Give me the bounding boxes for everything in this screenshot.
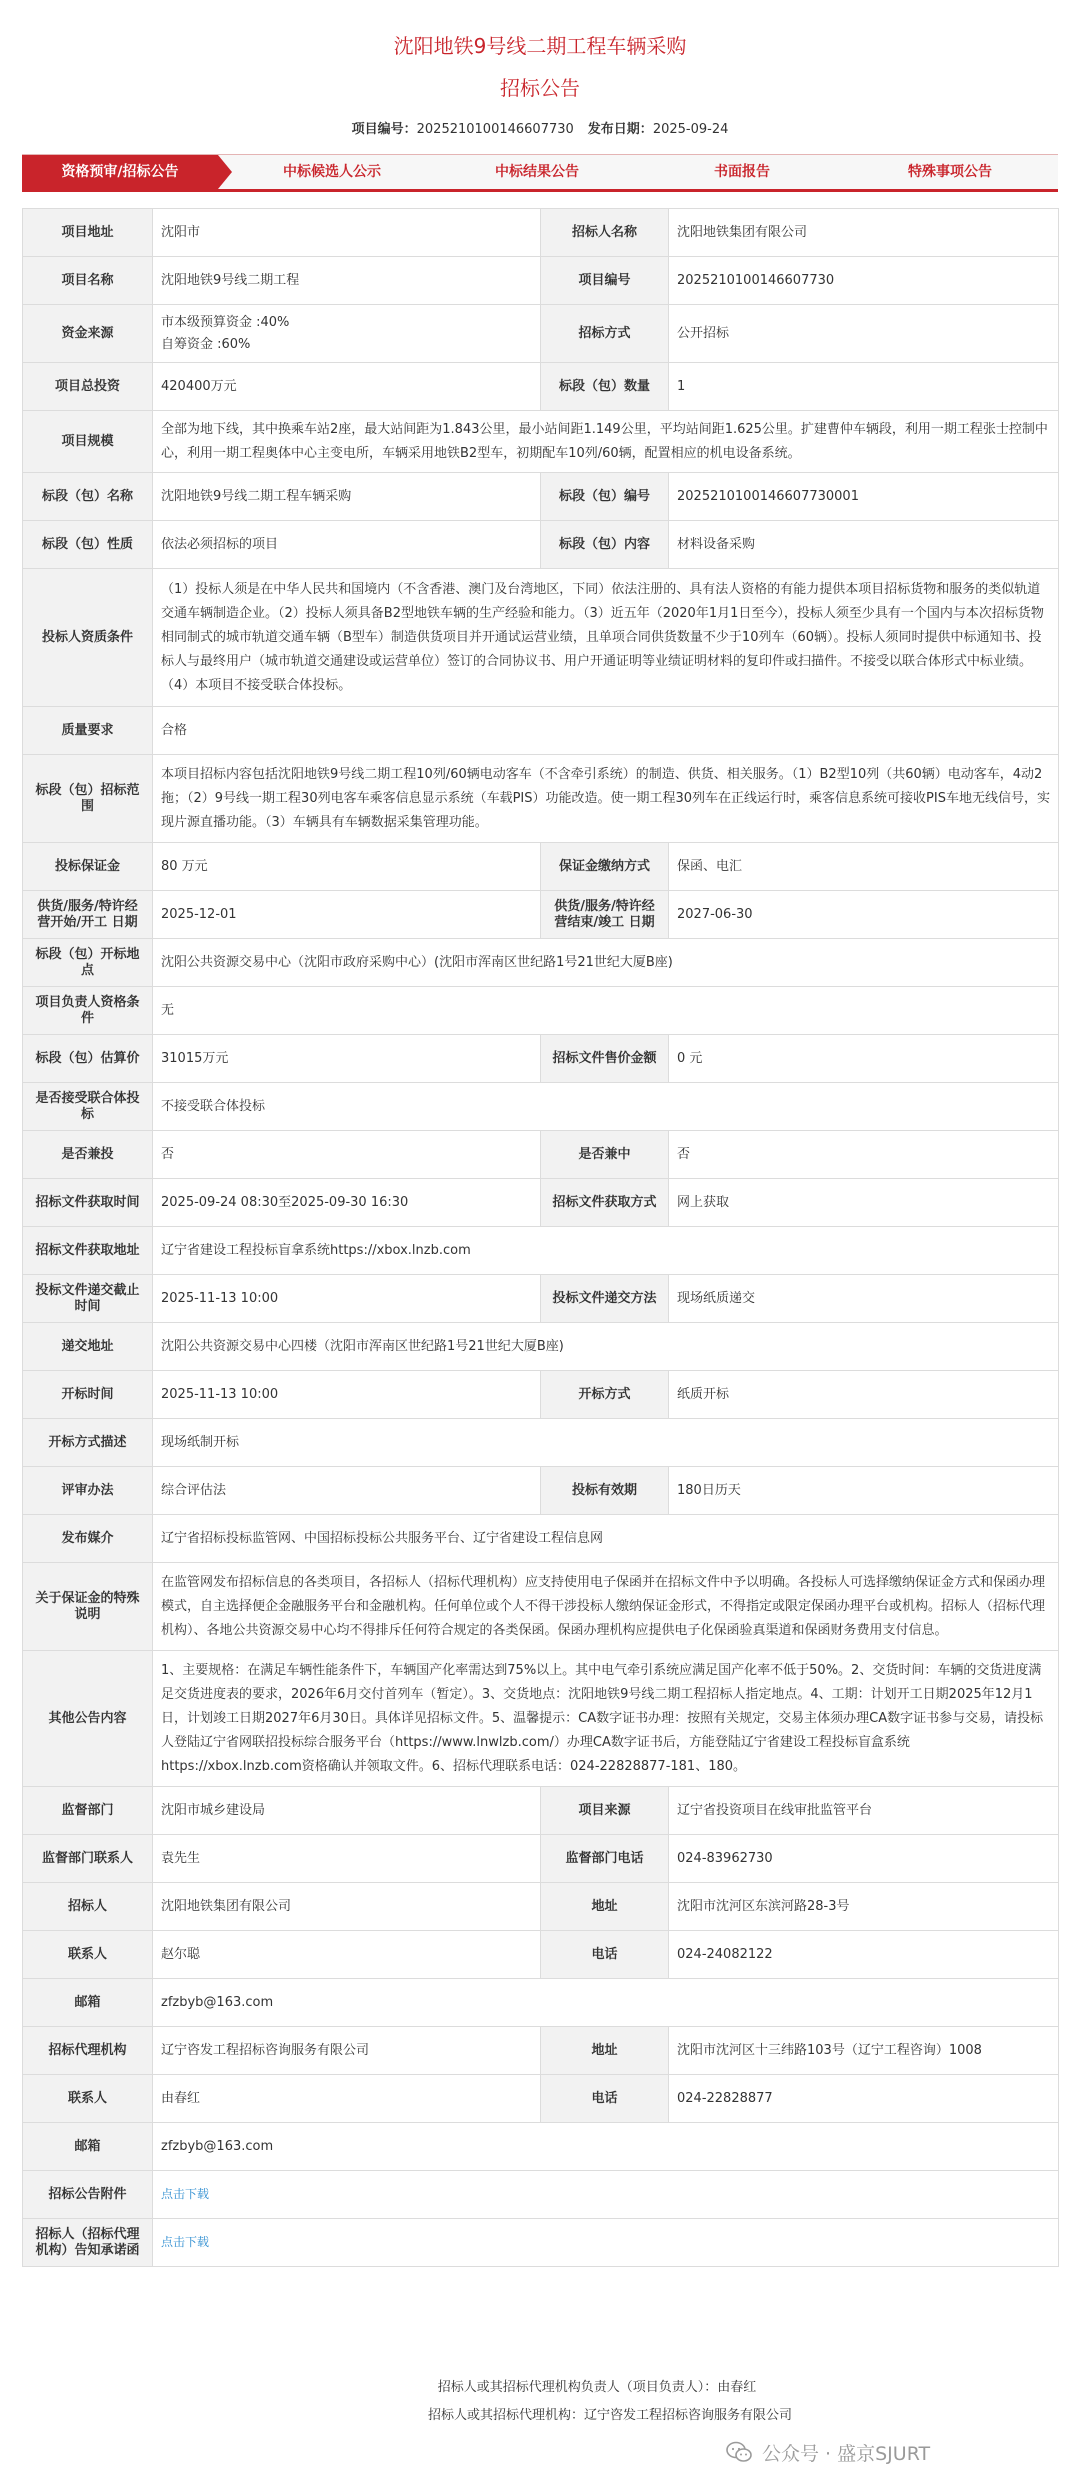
project-no-value: 2025210100146607730 — [416, 122, 574, 137]
field-label: 项目名称 — [23, 257, 153, 305]
table-row — [23, 1371, 1059, 1419]
table-row — [23, 1787, 1059, 1835]
total-investment: 420400万元 — [153, 363, 541, 411]
field-label: 标段（包）编号 — [541, 473, 669, 521]
field-label: 招标方式 — [541, 305, 669, 363]
document-acquire-method: 网上获取 — [669, 1179, 1059, 1227]
field-label: 招标代理机构 — [23, 2027, 153, 2075]
field-label: 项目编号 — [541, 257, 669, 305]
field-label: 标段（包）内容 — [541, 521, 669, 569]
table-row — [23, 755, 1059, 843]
table-row — [23, 257, 1059, 305]
field-label: 电话 — [541, 2075, 669, 2123]
agency-name: 辽宁咨发工程招标咨询服务有限公司 — [153, 2027, 541, 2075]
field-label: 标段（包）性质 — [23, 521, 153, 569]
table-row — [23, 2075, 1059, 2123]
notice-tabs — [22, 154, 1058, 192]
field-label: 投标保证金 — [23, 843, 153, 891]
table-row — [23, 1467, 1059, 1515]
tab-special-notice[interactable]: 特殊事项公告 — [908, 164, 992, 180]
field-label: 招标文件获取地址 — [23, 1227, 153, 1275]
estimated-price: 31015万元 — [153, 1035, 541, 1083]
project-number: 2025210100146607730 — [669, 257, 1059, 305]
agency-email: zfzbyb@163.com — [153, 2123, 1059, 2171]
attachment-download-link[interactable]: 点击下载 — [161, 2187, 210, 2201]
table-row — [23, 987, 1059, 1035]
field-label: 递交地址 — [23, 1323, 153, 1371]
field-label: 是否兼投 — [23, 1131, 153, 1179]
field-label: 联系人 — [23, 2075, 153, 2123]
publish-date-label: 发布日期： — [587, 122, 653, 137]
start-date: 2025-12-01 — [153, 891, 541, 939]
attachment-cell — [153, 2171, 1059, 2219]
table-row — [23, 1515, 1059, 1563]
field-label: 项目地址 — [23, 209, 153, 257]
wechat-watermark — [726, 2438, 930, 2466]
table-row — [23, 1227, 1059, 1275]
field-label: 招标文件获取时间 — [23, 1179, 153, 1227]
field-label: 联系人 — [23, 1931, 153, 1979]
table-row — [23, 1035, 1059, 1083]
lot-nature: 依法必须招标的项目 — [153, 521, 541, 569]
tenderer: 沈阳地铁集团有限公司 — [153, 1883, 541, 1931]
field-label: 地址 — [541, 2027, 669, 2075]
submission-method: 现场纸质递交 — [669, 1275, 1059, 1323]
bid-bond: 80 万元 — [153, 843, 541, 891]
field-label: 监督部门联系人 — [23, 1835, 153, 1883]
agency-contact: 由春红 — [153, 2075, 541, 2123]
table-row — [23, 1979, 1059, 2027]
field-label: 监督部门 — [23, 1787, 153, 1835]
tender-scope: 本项目招标内容包括沈阳地铁9号线二期工程10列/60辆电动客车（不含牵引系统）的制造、供货、相关服务。（1）B2型10列（共60辆）电动客车，4动2拖；（2）9号线一期工程30列电客车乘客信息显示系统（车载PIS）功能改造。使一期工程30列车在正线运行时，乘客信息系统可接收PIS车地无线信号，实现片源直播功能。（3）车辆具有车辆数据采集管理功能。 — [153, 755, 1059, 843]
lot-count: 1 — [669, 363, 1059, 411]
field-label: 开标方式 — [541, 1371, 669, 1419]
field-label: 保证金缴纳方式 — [541, 843, 669, 891]
table-row — [23, 843, 1059, 891]
field-label: 标段（包）名称 — [23, 473, 153, 521]
notice-subtitle: 招标公告 — [500, 76, 580, 100]
document-price: 0 元 — [669, 1035, 1059, 1083]
field-label: 招标公告附件 — [23, 2171, 153, 2219]
commitment-letter-cell — [153, 2219, 1059, 2267]
field-label: 地址 — [541, 1883, 669, 1931]
manager-qualification: 无 — [153, 987, 1059, 1035]
agency-address: 沈阳市沈河区十三纬路103号（辽宁工程咨询）1008 — [669, 2027, 1059, 2075]
bidder-qualification: （1）投标人须是在中华人民共和国境内（不含香港、澳门及台湾地区，下同）依法注册的、具有法人资格的有能力提供本项目招标货物和服务的类似轨道交通车辆制造企业。（2）投标人须具备B2型地铁车辆的生产经验和能力。（3）近五年（2020年1月1日至今），投标人须至少具有一个国内与本次招标货物相同制式的城市轨道交通车辆（B型车）制造供货项目并开通试运营业绩，且单项合同供货数量不少于10列车（60辆）。投标人须同时提供中标通知书、投标人与最终用户（城市轨道交通建设或运营单位）签订的合同协议书、用户开通证明等业绩证明材料的复印件或扫描件。不接受以联合体形式中标业绩。（4）本项目不接受联合体投标。 — [153, 569, 1059, 707]
field-label: 标段（包）开标地点 — [23, 939, 153, 987]
project-name: 沈阳地铁9号线二期工程 — [153, 257, 541, 305]
tenderer-name: 沈阳地铁集团有限公司 — [669, 209, 1059, 257]
funding-line: 市本级预算资金 :40% — [161, 314, 290, 330]
notice-meta — [0, 118, 1080, 137]
project-source: 辽宁省投资项目在线审批监管平台 — [669, 1787, 1059, 1835]
field-label: 质量要求 — [23, 707, 153, 755]
consortium-accepted: 不接受联合体投标 — [153, 1083, 1059, 1131]
notice-title: 沈阳地铁9号线二期工程车辆采购 — [393, 34, 687, 58]
document-acquire-time: 2025-09-24 08:30至2025-09-30 16:30 — [153, 1179, 541, 1227]
watermark-text: 公众号 · 盛京SJURT — [762, 2442, 931, 2465]
field-label: 项目总投资 — [23, 363, 153, 411]
field-label: 是否兼中 — [541, 1131, 669, 1179]
field-label: 开标时间 — [23, 1371, 153, 1419]
table-row — [23, 1083, 1059, 1131]
footer-agency: 招标人或其招标代理机构：辽宁咨发工程招标咨询服务有限公司 — [427, 2408, 792, 2423]
supervisory-contact: 袁先生 — [153, 1835, 541, 1883]
field-label: 资金来源 — [23, 305, 153, 363]
field-label: 招标人 — [23, 1883, 153, 1931]
field-label: 投标有效期 — [541, 1467, 669, 1515]
other-announcement: 1、主要规格：在满足车辆性能条件下，车辆国产化率需达到75%以上。其中电气牵引系统应满足国产化率不低于50%。2、交货时间：车辆的交货进度满足交货进度表的要求，2026年6月交付首列车（暂定）。3、交货地点：沈阳地铁9号线二期工程招标人指定地点。4、工期：计划开工日期2025年12月1日，计划竣工日期2027年6月30日。具体详见招标文件。5、温馨提示：CA数字证书办理：按照有关规定，交易主体须办理CA数字证书参与交易，请投标人登陆辽宁省网联招投标综合服务平台（https://www.lnwlzb.com/）办理CA数字证书后，方能登陆辽宁省建设工程投标盲盒系统https://xbox.lnzb.com资格确认并领取文件。6、招标代理联系电话：024-22828877-181、180。 — [153, 1651, 1059, 1787]
tenderer-address: 沈阳市沈河区东滨河路28-3号 — [669, 1883, 1059, 1931]
field-label: 供货/服务/特许经营结束/竣工 日期 — [541, 891, 669, 939]
tenderer-contact: 赵尔聪 — [153, 1931, 541, 1979]
field-label: 邮箱 — [23, 1979, 153, 2027]
project-scale: 全部为地下线，其中换乘车站2座，最大站间距为1.843公里，最小站间距1.149公里，平均站间距1.625公里。扩建曹仲车辆段，利用一期工程张士控制中心，利用一期工程奥体中心主变电所，车辆采用地铁B2型车，初期配车10列/60辆，配置相应的机电设备系统。 — [153, 411, 1059, 473]
field-label: 是否接受联合体投标 — [23, 1083, 153, 1131]
table-row — [23, 1275, 1059, 1323]
table-row — [23, 521, 1059, 569]
lot-number: 2025210100146607730001 — [669, 473, 1059, 521]
project-address: 沈阳市 — [153, 209, 541, 257]
table-row — [23, 1419, 1059, 1467]
footer-responsible-person: 招标人或其招标代理机构负责人（项目负责人）：由春红 — [437, 2380, 757, 2395]
opening-time: 2025-11-13 10:00 — [153, 1371, 541, 1419]
tenderer-phone: 024-24082122 — [669, 1931, 1059, 1979]
document-acquire-address: 辽宁省建设工程投标盲拿系统https://xbox.lnzb.com — [153, 1227, 1059, 1275]
submission-deadline: 2025-11-13 10:00 — [153, 1275, 541, 1323]
table-row — [23, 1563, 1059, 1651]
bond-payment-method: 保函、电汇 — [669, 843, 1059, 891]
table-row — [23, 305, 1059, 363]
table-row — [23, 2027, 1059, 2075]
field-label: 其他公告内容 — [23, 1651, 153, 1787]
lot-name: 沈阳地铁9号线二期工程车辆采购 — [153, 473, 541, 521]
table-row — [23, 1651, 1059, 1787]
quality-requirement: 合格 — [153, 707, 1059, 755]
commitment-letter-download-link[interactable]: 点击下载 — [161, 2235, 210, 2249]
field-label: 开标方式描述 — [23, 1419, 153, 1467]
publication-media: 辽宁省招标投标监管网、中国招标投标公共服务平台、辽宁省建设工程信息网 — [153, 1515, 1059, 1563]
end-date: 2027-06-30 — [669, 891, 1059, 939]
bond-special-note: 在监管网发布招标信息的各类项目，各招标人（招标代理机构）应支持使用电子保函并在招标文件中予以明确。各投标人可选择缴纳保证金方式和保函办理模式，自主选择便企金融服务平台和金融机构。任何单位或个人不得干涉投标人缴纳保证金形式，不得指定或限定保函办理平台或机构。招标人（招标代理机构）、各地公共资源交易中心均不得排斥任何符合规定的各类保函。保函办理机构应提供电子化保函验真渠道和保函财务费用支付信息。 — [153, 1563, 1059, 1651]
field-label: 评审办法 — [23, 1467, 153, 1515]
supervisory-department: 沈阳市城乡建设局 — [153, 1787, 541, 1835]
tab-written-report[interactable]: 书面报告 — [714, 164, 770, 180]
field-label: 电话 — [541, 1931, 669, 1979]
bid-validity: 180日历天 — [669, 1467, 1059, 1515]
field-label: 标段（包）招标范围 — [23, 755, 153, 843]
opening-method: 纸质开标 — [669, 1371, 1059, 1419]
opening-method-description: 现场纸制开标 — [153, 1419, 1059, 1467]
field-label: 投标文件递交截止时间 — [23, 1275, 153, 1323]
field-label: 标段（包）数量 — [541, 363, 669, 411]
agency-phone: 024-22828877 — [669, 2075, 1059, 2123]
field-label: 项目规模 — [23, 411, 153, 473]
field-label: 供货/服务/特许经营开始/开工 日期 — [23, 891, 153, 939]
table-row — [23, 2123, 1059, 2171]
table-row — [23, 2219, 1059, 2267]
funding-line: 自筹资金 :60% — [161, 336, 251, 352]
field-label: 项目负责人资格条件 — [23, 987, 153, 1035]
field-label: 监督部门电话 — [541, 1835, 669, 1883]
tender-method: 公开招标 — [669, 305, 1059, 363]
field-label: 邮箱 — [23, 2123, 153, 2171]
tab-candidates[interactable]: 中标候选人公示 — [283, 164, 381, 180]
tab-results[interactable]: 中标结果公告 — [495, 164, 579, 180]
table-row — [23, 1931, 1059, 1979]
tenderer-email: zfzbyb@163.com — [153, 1979, 1059, 2027]
concurrent-win: 否 — [669, 1131, 1059, 1179]
supervisory-phone: 024-83962730 — [669, 1835, 1059, 1883]
funding-source — [153, 305, 541, 363]
project-no-label: 项目编号： — [351, 122, 417, 137]
table-row — [23, 1835, 1059, 1883]
table-row — [23, 473, 1059, 521]
table-row — [23, 569, 1059, 707]
table-row — [23, 1131, 1059, 1179]
field-label: 发布媒介 — [23, 1515, 153, 1563]
tab-prequal-notice[interactable]: 资格预审/招标公告 — [22, 155, 218, 189]
field-label: 关于保证金的特殊说明 — [23, 1563, 153, 1651]
wechat-icon — [726, 2441, 752, 2463]
field-label: 投标人资质条件 — [23, 569, 153, 707]
notice-detail-table — [22, 208, 1059, 2267]
concurrent-bid: 否 — [153, 1131, 541, 1179]
table-row — [23, 2171, 1059, 2219]
field-label: 招标人名称 — [541, 209, 669, 257]
field-label: 招标文件售价金额 — [541, 1035, 669, 1083]
field-label: 投标文件递交方法 — [541, 1275, 669, 1323]
lot-content: 材料设备采购 — [669, 521, 1059, 569]
table-row — [23, 939, 1059, 987]
field-label: 招标人（招标代理机构）告知承诺函 — [23, 2219, 153, 2267]
publish-date-value: 2025-09-24 — [652, 122, 729, 137]
table-row — [23, 363, 1059, 411]
table-row — [23, 411, 1059, 473]
table-row — [23, 1883, 1059, 1931]
table-row — [23, 1323, 1059, 1371]
table-row — [23, 209, 1059, 257]
table-row — [23, 707, 1059, 755]
field-label: 招标文件获取方式 — [541, 1179, 669, 1227]
evaluation-method: 综合评估法 — [153, 1467, 541, 1515]
submission-address: 沈阳公共资源交易中心四楼（沈阳市浑南区世纪路1号21世纪大厦B座) — [153, 1323, 1059, 1371]
table-row — [23, 891, 1059, 939]
field-label: 项目来源 — [541, 1787, 669, 1835]
field-label: 标段（包）估算价 — [23, 1035, 153, 1083]
bid-opening-location: 沈阳公共资源交易中心（沈阳市政府采购中心）(沈阳市浑南区世纪路1号21世纪大厦B座) — [153, 939, 1059, 987]
table-row — [23, 1179, 1059, 1227]
